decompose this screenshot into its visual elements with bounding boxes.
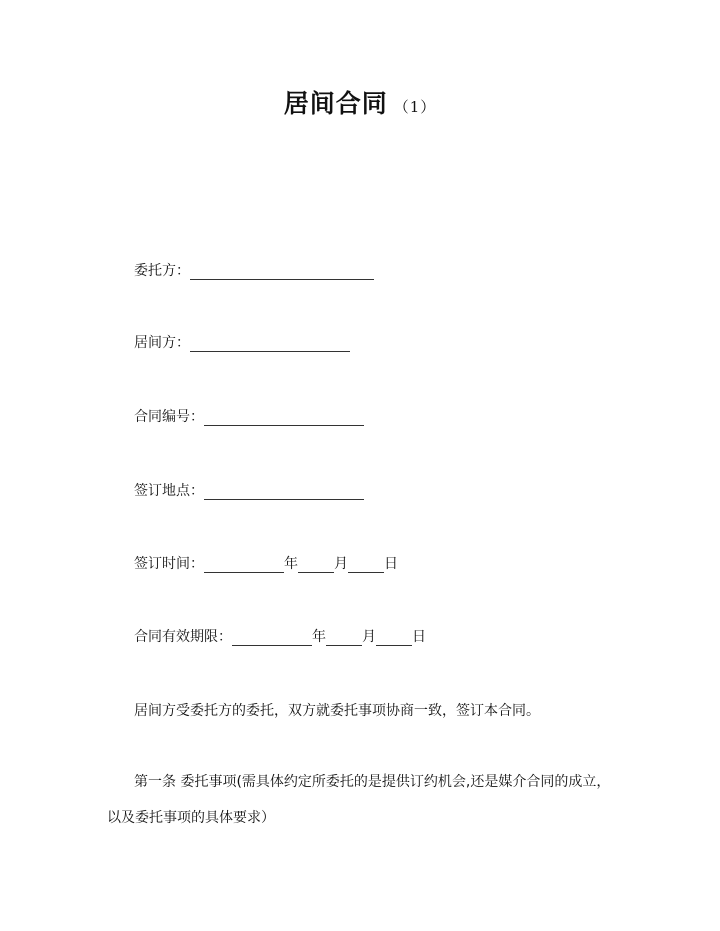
signing-place-field — [134, 482, 364, 500]
title-suffix: （1） — [393, 98, 437, 116]
signing-day-blank[interactable] — [348, 557, 384, 573]
client-label: 委托方： — [134, 263, 190, 279]
validity-period-field — [134, 628, 426, 646]
signing-month-blank[interactable] — [298, 557, 334, 573]
contract-number-label: 合同编号： — [134, 409, 204, 425]
signing-year-blank[interactable] — [204, 557, 284, 573]
client-blank[interactable] — [190, 264, 374, 280]
signing-place-label: 签订地点： — [134, 483, 204, 499]
validity-period-label: 合同有效期限： — [134, 629, 232, 645]
signing-place-blank[interactable] — [204, 484, 364, 500]
month-unit: 月 — [334, 556, 348, 572]
year-unit: 年 — [312, 629, 326, 645]
day-unit: 日 — [384, 556, 398, 572]
intro-paragraph: 居间方受委托方的委托，双方就委托事项协商一致，签订本合同。 — [134, 703, 540, 719]
intermediary-blank[interactable] — [190, 336, 350, 352]
article-1-line-2: 以及委托事项的具体要求） — [107, 810, 275, 826]
contract-number-field — [134, 408, 364, 426]
intermediary-field — [134, 334, 350, 352]
validity-month-blank[interactable] — [326, 630, 362, 646]
year-unit: 年 — [284, 556, 298, 572]
day-unit: 日 — [412, 629, 426, 645]
title-text: 居间合同 — [283, 89, 388, 118]
validity-day-blank[interactable] — [376, 630, 412, 646]
article-1-line-1: 第一条 委托事项(需具体约定所委托的是提供订约机会,还是媒介合同的成立， — [134, 774, 611, 790]
contract-number-blank[interactable] — [204, 410, 364, 426]
month-unit: 月 — [362, 629, 376, 645]
intermediary-label: 居间方： — [134, 335, 190, 351]
document-title — [0, 84, 720, 120]
signing-date-field — [134, 555, 398, 573]
signing-date-label: 签订时间： — [134, 556, 204, 572]
validity-year-blank[interactable] — [232, 630, 312, 646]
client-field — [134, 262, 374, 280]
